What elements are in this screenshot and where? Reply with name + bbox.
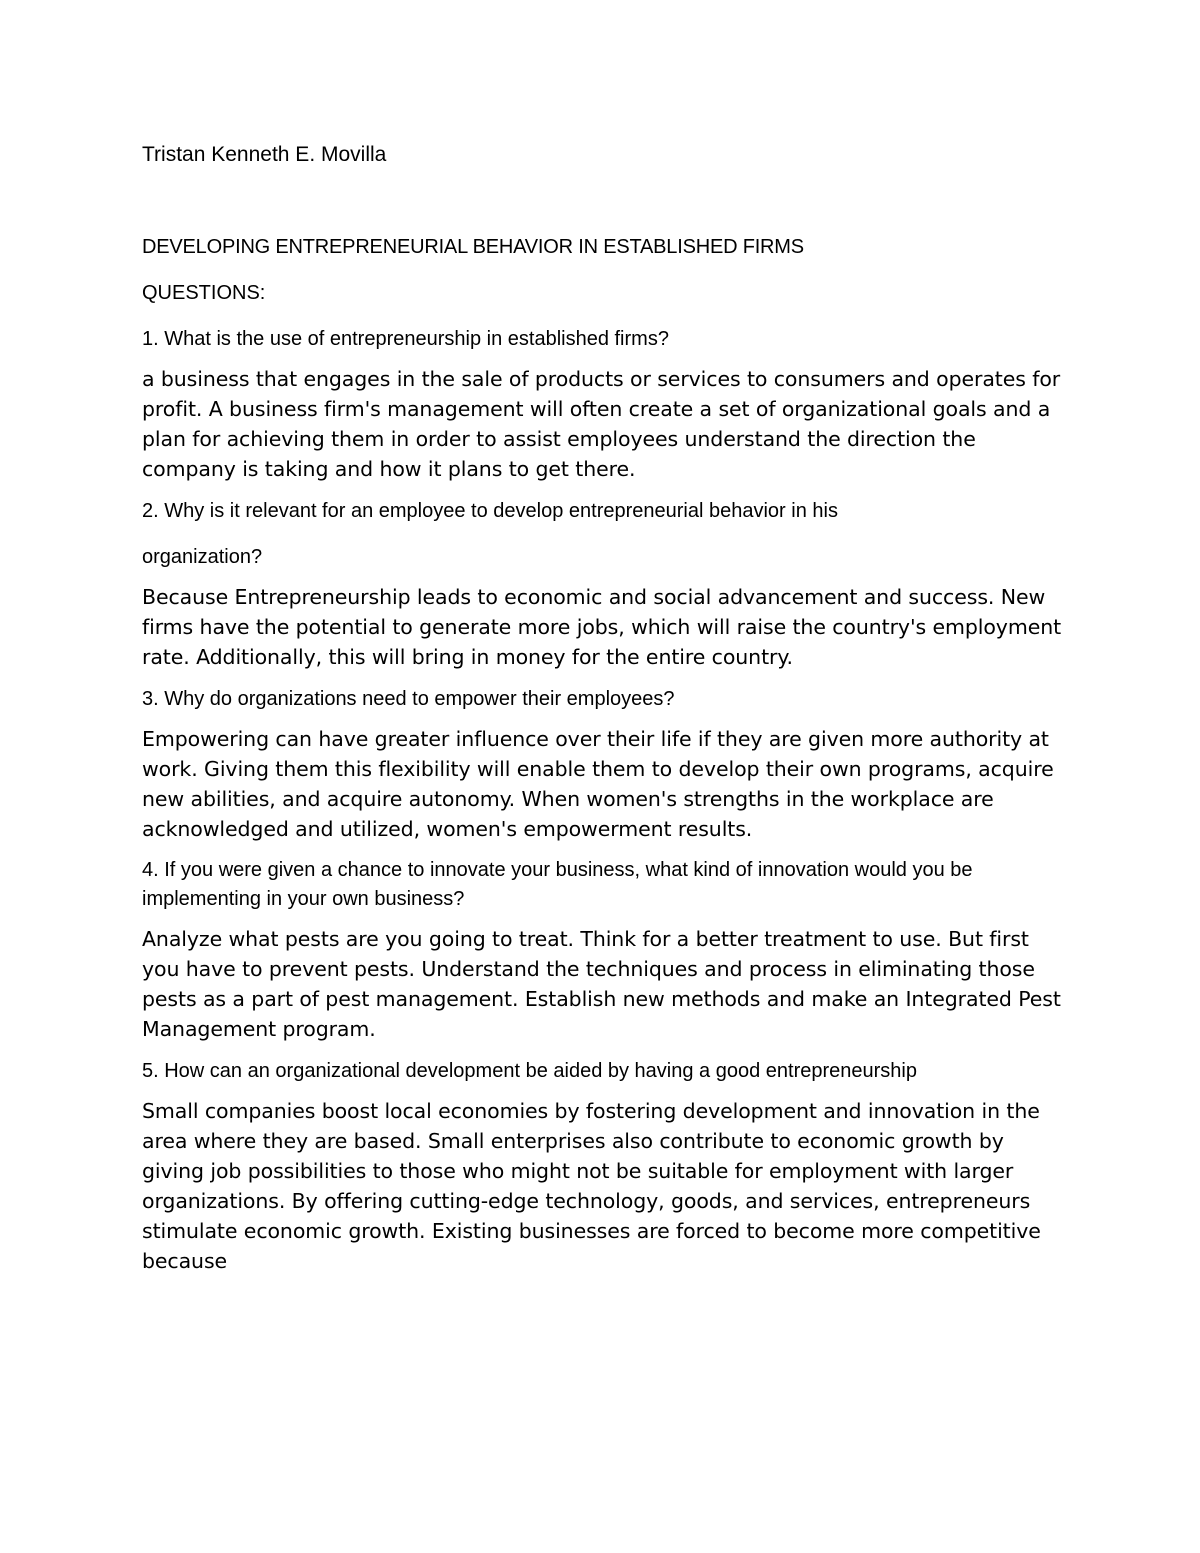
qa-item-5 <box>142 1056 1062 1276</box>
question-4: 4. If you were given a chance to innovate your business, what kind of innovation would you be implementing in your own business? <box>142 859 973 910</box>
answer-3: Empowering can have greater influence over their life if they are given more authority at work. Giving them this flexibility will enable them to develop their own programs, acquire new abilities, and acquire autonomy. When women's strengths in the workplace are acknowledged and utilized, women's empowerment results. <box>142 727 1054 841</box>
answer-4: Analyze what pests are you going to treat. Think for a better treatment to use. But first you have to prevent pests. Understand the techniques and process in eliminating those pests as a part of pest management. Establish new methods and make an Integrated Pest Management program. <box>142 927 1061 1041</box>
answer-5: Small companies boost local economies by fostering development and innovation in the area where they are based. Small enterprises also contribute to economic growth by giving job possibilities to those who might not be suitable for employment with larger organizations. By offering cutting-edge technology, goods, and services, entrepreneurs stimulate economic growth. Existing businesses are forced to become more competitive because <box>142 1099 1041 1273</box>
question-2-line-1: 2. Why is it relevant for an employee to develop entrepreneurial behavior in his <box>142 500 838 522</box>
question-3: 3. Why do organizations need to empower their employees? <box>142 688 675 710</box>
document-content <box>142 140 1062 1288</box>
qa-item-1 <box>142 324 1062 484</box>
answer-1: a business that engages in the sale of products or services to consumers and operates for profit. A business firm's management will often create a set of organizational goals and a plan for achieving them in order to assist employees understand the direction the company is taking and how it plans to get there. <box>142 367 1061 481</box>
question-5: 5. How can an organizational development be aided by having a good entrepreneurship <box>142 1060 917 1082</box>
document-title: DEVELOPING ENTREPRENEURIAL BEHAVIOR IN ESTABLISHED FIRMS <box>142 236 804 258</box>
author-name: Tristan Kenneth E. Movilla <box>142 143 387 166</box>
questions-label: QUESTIONS: <box>142 282 266 304</box>
question-1: 1. What is the use of entrepreneurship in established firms? <box>142 328 669 350</box>
qa-item-3 <box>142 684 1062 844</box>
answer-2: Because Entrepreneurship leads to economic and social advancement and success. New firms have the potential to generate more jobs, which will raise the country's employment rate. Additionally, this will bring in money for the entire country. <box>142 585 1062 669</box>
qa-item-4 <box>142 856 1062 1044</box>
question-2-line-2: organization? <box>142 546 263 568</box>
qa-item-2 <box>142 496 1062 672</box>
